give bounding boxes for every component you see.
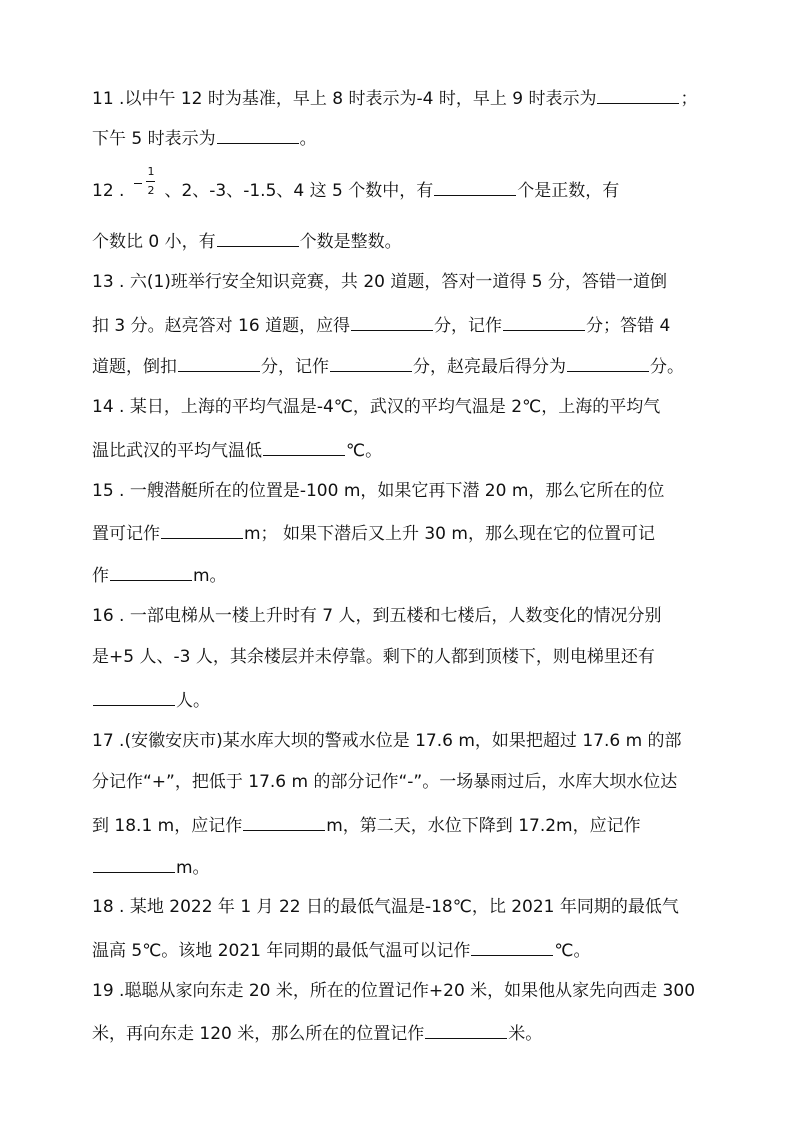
problem-18-line-1 xyxy=(92,896,679,918)
problem-12-text: 个数是整数。 xyxy=(299,232,402,252)
answer-blank[interactable] xyxy=(243,813,325,831)
problem-12-text: 个数比 0 小，有 xyxy=(92,232,216,252)
problem-16-line-1 xyxy=(92,605,661,627)
answer-blank[interactable] xyxy=(217,229,299,247)
answer-blank[interactable] xyxy=(567,354,649,372)
problem-18-text: 18 . 某地 2022 年 1 月 22 日的最低气温是-18℃，比 2021 年同期的最低气 xyxy=(92,897,679,917)
problem-14-line-2 xyxy=(92,438,382,462)
problem-18-text: ℃。 xyxy=(554,941,591,961)
problem-14-line-1 xyxy=(92,396,660,418)
problem-19-text: 米，再向东走 120 米，那么所在的位置记作 xyxy=(92,1024,425,1044)
answer-blank[interactable] xyxy=(93,688,175,706)
answer-blank[interactable] xyxy=(178,354,260,372)
problem-19-line-2 xyxy=(92,1021,542,1045)
problem-17-text: m，第二天，水位下降到 17.2m，应记作 xyxy=(326,816,641,836)
problem-11-punct: 。 xyxy=(299,129,317,149)
problem-12-line-1 xyxy=(92,166,619,206)
answer-blank[interactable] xyxy=(263,438,345,456)
answer-blank[interactable] xyxy=(330,354,412,372)
problem-13-text: 13 . 六(1)班举行安全知识竞赛，共 20 道题，答对一道得 5 分，答错一道倒 xyxy=(92,272,667,292)
problem-11-punct: ； xyxy=(680,89,698,109)
problem-17-line-1 xyxy=(92,730,682,752)
problem-17-line-4 xyxy=(92,855,210,879)
problem-12-text: 个是正数，有 xyxy=(517,181,620,201)
problem-17-line-3 xyxy=(92,813,641,837)
problem-15-text: 15 . 一艘潜艇所在的位置是-100 m，如果它再下潜 20 m，那么它所在的位 xyxy=(92,481,665,501)
problem-16-line-2 xyxy=(92,646,655,668)
problem-16-text: 人。 xyxy=(176,691,210,711)
problem-16-text: 16 . 一部电梯从一楼上升时有 7 人，到五楼和七楼后，人数变化的情况分别 xyxy=(92,606,662,626)
problem-17-text: 分记作“+”，把低于 17.6 m 的部分记作“-”。一场暴雨过后，水库大坝水位达 xyxy=(92,772,678,792)
problem-13-text: 分，记作 xyxy=(261,357,329,377)
fraction-numerator: 1 xyxy=(147,165,155,178)
answer-blank[interactable] xyxy=(503,313,585,331)
problem-13-line-1 xyxy=(92,271,667,293)
answer-blank[interactable] xyxy=(217,126,299,144)
fraction-denominator: 2 xyxy=(147,184,155,197)
problem-15-text: m。 xyxy=(193,566,227,586)
answer-blank[interactable] xyxy=(351,313,433,331)
problem-16-line-3 xyxy=(92,688,210,712)
problem-13-text: 分。 xyxy=(650,357,684,377)
problem-14-text: 14 . 某日，上海的平均气温是-4℃，武汉的平均气温是 2℃，上海的平均气 xyxy=(92,397,661,417)
problem-14-text: 温比武汉的平均气温低 xyxy=(92,441,262,461)
problem-13-text: 道题，倒扣 xyxy=(92,357,177,377)
negative-half-fraction xyxy=(134,166,160,206)
problem-11-text: 11 .以中午 12 时为基准，早上 8 时表示为-4 时，早上 9 时表示为 xyxy=(92,89,597,109)
problem-15-line-2 xyxy=(92,521,655,545)
problem-17-text: 17 .(安徽安庆市)某水库大坝的警戒水位是 17.6 m，如果把超过 17.6 m 的部 xyxy=(92,731,682,751)
problem-13-text: 分，记作 xyxy=(434,316,503,336)
answer-blank[interactable] xyxy=(161,521,243,539)
problem-16-text: 是+5 人、-3 人，其余楼层并未停靠。剩下的人都到顶楼下，则电梯里还有 xyxy=(92,647,655,667)
problem-18-text: 温高 5℃。该地 2021 年同期的最低气温可以记作 xyxy=(92,941,471,961)
problem-14-text: ℃。 xyxy=(346,441,383,461)
answer-blank[interactable] xyxy=(597,86,679,104)
problem-15-line-3 xyxy=(92,563,227,587)
problem-13-line-3 xyxy=(92,354,684,378)
problem-17-line-2 xyxy=(92,771,677,793)
problem-15-text: m； 如果下潜后又上升 30 m，那么现在它的位置可记 xyxy=(244,524,655,544)
answer-blank[interactable] xyxy=(434,178,516,196)
answer-blank[interactable] xyxy=(425,1021,507,1039)
problem-11-text: 下午 5 时表示为 xyxy=(92,129,216,149)
problem-13-text: 分；答错 4 xyxy=(586,316,671,336)
answer-blank[interactable] xyxy=(471,938,553,956)
problem-17-text: m。 xyxy=(176,858,210,878)
problem-11-line-2 xyxy=(92,126,317,150)
problem-13-text: 分，赵亮最后得分为 xyxy=(413,357,566,377)
answer-blank[interactable] xyxy=(93,855,175,873)
problem-19-line-1 xyxy=(92,980,695,1002)
problem-19-text: 米。 xyxy=(508,1024,543,1044)
problem-15-line-1 xyxy=(92,480,664,502)
problem-13-text: 扣 3 分。赵亮答对 16 道题，应得 xyxy=(92,316,351,336)
problem-12-text: 、2、-3、-1.5、4 这 5 个数中，有 xyxy=(164,181,434,201)
problem-13-line-2 xyxy=(92,313,670,337)
problem-12-number: 12 . xyxy=(92,181,125,201)
problem-19-text: 19 .聪聪从家向东走 20 米，所在的位置记作+20 米，如果他从家先向西走 300 xyxy=(92,981,696,1001)
problem-12-line-2 xyxy=(92,229,402,253)
problem-17-text: 到 18.1 m，应记作 xyxy=(92,816,243,836)
problem-15-text: 置可记作 xyxy=(92,524,160,544)
problem-15-text: 作 xyxy=(92,566,109,586)
problem-11-line-1 xyxy=(92,86,697,110)
problem-18-line-2 xyxy=(92,938,590,962)
answer-blank[interactable] xyxy=(110,563,192,581)
